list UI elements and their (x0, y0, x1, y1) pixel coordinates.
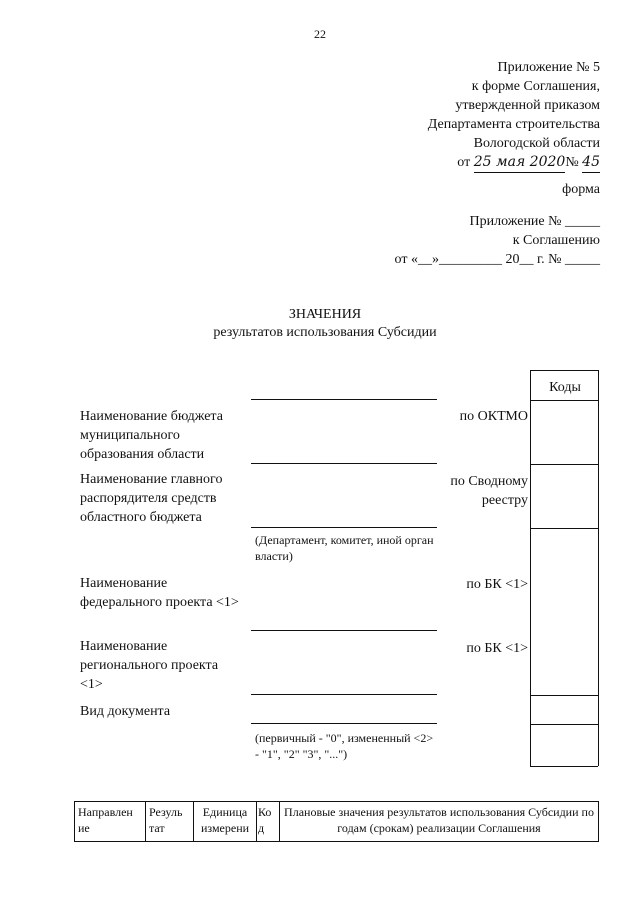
field-blank-line (251, 527, 437, 528)
field-blank-line (251, 723, 437, 724)
results-col-border (598, 801, 599, 841)
forma-label: форма (562, 182, 600, 197)
codes-row-line (530, 370, 598, 371)
field-label-distributor: Наименование главного распорядителя средств областного бюджета (80, 472, 223, 525)
results-table-bottom (74, 841, 599, 842)
approval-line: к форме Соглашения, (471, 79, 600, 94)
col-header-planned-values: Плановые значения результатов использования Субсидии по годам (срокам) реализации Соглашения (284, 805, 594, 835)
hint-organ: (Департамент, комитет, иной орган власти) (255, 533, 434, 563)
codes-row-line (530, 464, 598, 465)
approval-line: Вологодской области (473, 136, 600, 151)
document-title: ЗНАЧЕНИЯ (288, 307, 362, 322)
approval-date-line (300, 153, 600, 173)
field-blank-line (251, 399, 437, 400)
codes-border-right (598, 370, 599, 766)
codes-row-line (530, 695, 598, 696)
field-label-document-type: Вид документа (80, 704, 171, 719)
attachment-block (300, 212, 600, 269)
page-number: 22 (314, 27, 326, 41)
date-prefix: от (457, 155, 471, 170)
codes-header: Коды (549, 380, 581, 395)
codes-row-line (530, 400, 598, 401)
codes-border-left (530, 370, 531, 766)
results-col-border (74, 801, 75, 841)
attachment-line2: к Соглашению (512, 233, 600, 248)
codes-row-line (530, 528, 598, 529)
hint-document-type: (первичный - "0", измененный <2> - "1", "2" "3", "...") (255, 731, 434, 761)
code-label-svodny-reestr: по Сводному реестру (450, 474, 528, 508)
field-label-federal-project: Наименование федерального проекта <1> (80, 576, 239, 610)
field-label-regional-project: Наименование регионального проекта <1> (80, 639, 219, 692)
approval-line: утвержденной приказом (455, 98, 600, 113)
code-label-oktmo: по ОКТМО (459, 409, 528, 424)
codes-row-line (530, 724, 598, 725)
results-col-border (145, 801, 146, 841)
approval-line: Приложение № 5 (497, 60, 600, 75)
attachment-line1: Приложение № _____ (469, 214, 600, 229)
results-table-top (74, 801, 599, 802)
field-blank-line (251, 630, 437, 631)
results-col-border (256, 801, 257, 841)
col-header-result: Резуль тат (149, 805, 183, 835)
field-blank-line (251, 694, 437, 695)
code-label-bk-regional: по БК <1> (466, 641, 528, 656)
col-header-direction: Направлен ие (78, 805, 133, 835)
results-col-border (193, 801, 194, 841)
col-header-code: Ко д (258, 805, 272, 835)
col-header-unit: Единица измерени (200, 805, 250, 835)
number-sign: № (565, 155, 579, 170)
handwritten-number: 45 (582, 153, 600, 173)
field-label-budget: Наименование бюджета муниципального образования области (80, 409, 223, 462)
code-label-bk-federal: по БК <1> (466, 577, 528, 592)
attachment-line3: от «__»_________ 20__ г. № _____ (394, 252, 600, 267)
codes-row-line (530, 766, 598, 767)
approval-block (300, 58, 600, 173)
results-col-border (279, 801, 280, 841)
approval-line: Департамента строительства (427, 117, 600, 132)
document-subtitle: результатов использования Субсидии (213, 325, 437, 340)
handwritten-date: 25 мая 2020 (474, 153, 566, 173)
field-blank-line (251, 463, 437, 464)
